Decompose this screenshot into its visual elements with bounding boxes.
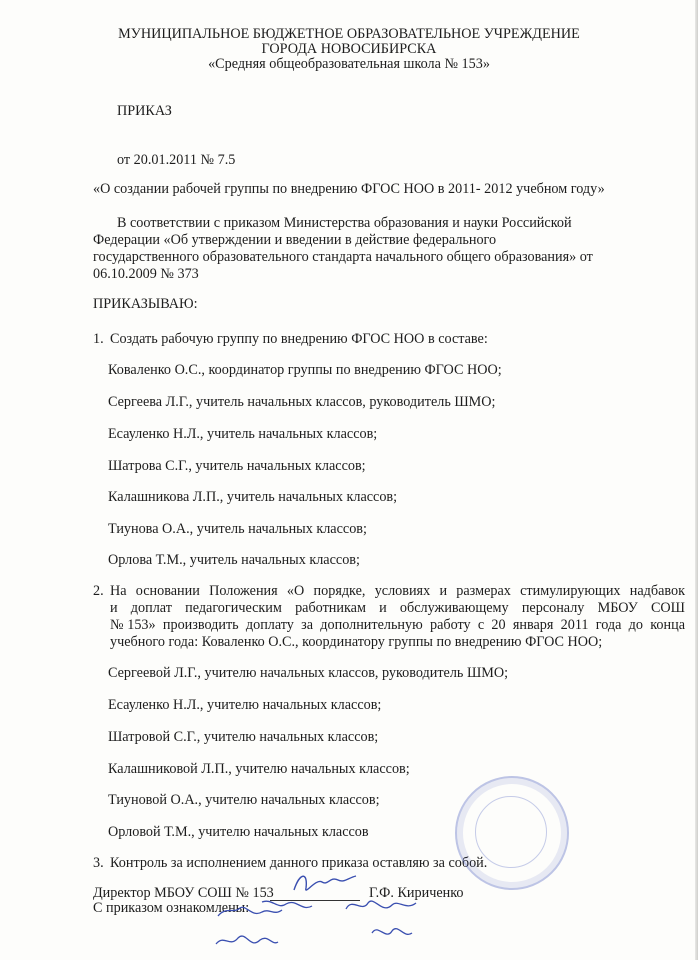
list-item: Орлова Т.М., учитель начальных классов;: [108, 552, 360, 568]
item-2-line-4: учебного года: Коваленко О.С., координатору группы по внедрению ФГОС НОО;: [110, 634, 603, 650]
handwritten-signature: [212, 896, 322, 960]
item-2-number: 2.: [93, 583, 104, 599]
list-item: Шатровой С.Г., учителю начальных классов;: [108, 729, 379, 745]
director-name: Г.Ф. Кириченко: [369, 885, 464, 901]
order-subject: «О создании рабочей группы по внедрению ФГОС НОО в 2011- 2012 учебном году»: [93, 181, 605, 197]
list-item: Шатрова С.Г., учитель начальных классов;: [108, 458, 366, 474]
institution-line-2: ГОРОДА НОВОСИБИРСКА: [261, 41, 437, 57]
preamble-line-4: 06.10.2009 № 373: [93, 266, 199, 282]
item-2-line-3: №153» производить доплату за дополнительную работу с 20 января 2011 года до конца: [110, 617, 685, 633]
preamble-line-1: В соответствии с приказом Министерства образования и науки Российской: [117, 215, 572, 231]
order-word: ПРИКАЗЫВАЮ:: [93, 296, 198, 312]
institution-line-1: МУНИЦИПАЛЬНОЕ БЮДЖЕТНОЕ ОБРАЗОВАТЕЛЬНОЕ УЧРЕЖДЕНИЕ: [118, 26, 580, 42]
list-item: Сергеева Л.Г., учитель начальных классов, руководитель ШМО;: [108, 394, 496, 410]
item-2-line-1: На основании Положения «О порядке, условиях и размерах стимулирующих надбавок: [110, 583, 685, 599]
item-1-number: 1.: [93, 331, 104, 347]
handwritten-signature: [342, 893, 422, 957]
director-position: Директор МБОУ СОШ № 153: [93, 885, 274, 901]
preamble-line-3: государственного образовательного стандарта начального общего образования» от: [93, 249, 593, 265]
item-3-text: Контроль за исполнением данного приказа оставляю за собой.: [110, 855, 488, 871]
list-item: Тиунова О.А., учитель начальных классов;: [108, 521, 367, 537]
list-item: Калашниковой Л.П., учителю начальных классов;: [108, 761, 410, 777]
list-item: Калашникова Л.П., учитель начальных классов;: [108, 489, 398, 505]
institution-line-3: «Средняя общеобразовательная школа № 153»: [208, 56, 490, 72]
acquainted-label: С приказом ознакомлены:: [93, 900, 250, 916]
item-2-line-2: и доплат педагогическим работникам и обслуживающему персоналу МБОУ СОШ: [110, 600, 685, 616]
list-item: Коваленко О.С., координатор группы по внедрению ФГОС НОО;: [108, 362, 502, 378]
list-item: Тиуновой О.А., учителю начальных классов;: [108, 792, 380, 808]
order-title: ПРИКАЗ: [117, 103, 172, 119]
item-3-number: 3.: [93, 855, 104, 871]
item-1-text: Создать рабочую группу по внедрению ФГОС НОО в составе:: [110, 331, 488, 347]
list-item: Сергеевой Л.Г., учителю начальных классов, руководитель ШМО;: [108, 665, 509, 681]
stamp: [455, 776, 569, 890]
order-date-number: от 20.01.2011 № 7.5: [117, 152, 236, 168]
list-item: Есауленко Н.Л., учителю начальных классов;: [108, 697, 382, 713]
list-item: Есауленко Н.Л., учитель начальных классов;: [108, 426, 378, 442]
preamble-line-2: Федерации «Об утверждении и введении в действие федерального: [93, 232, 497, 248]
list-item: Орловой Т.М., учителю начальных классов: [108, 824, 369, 840]
